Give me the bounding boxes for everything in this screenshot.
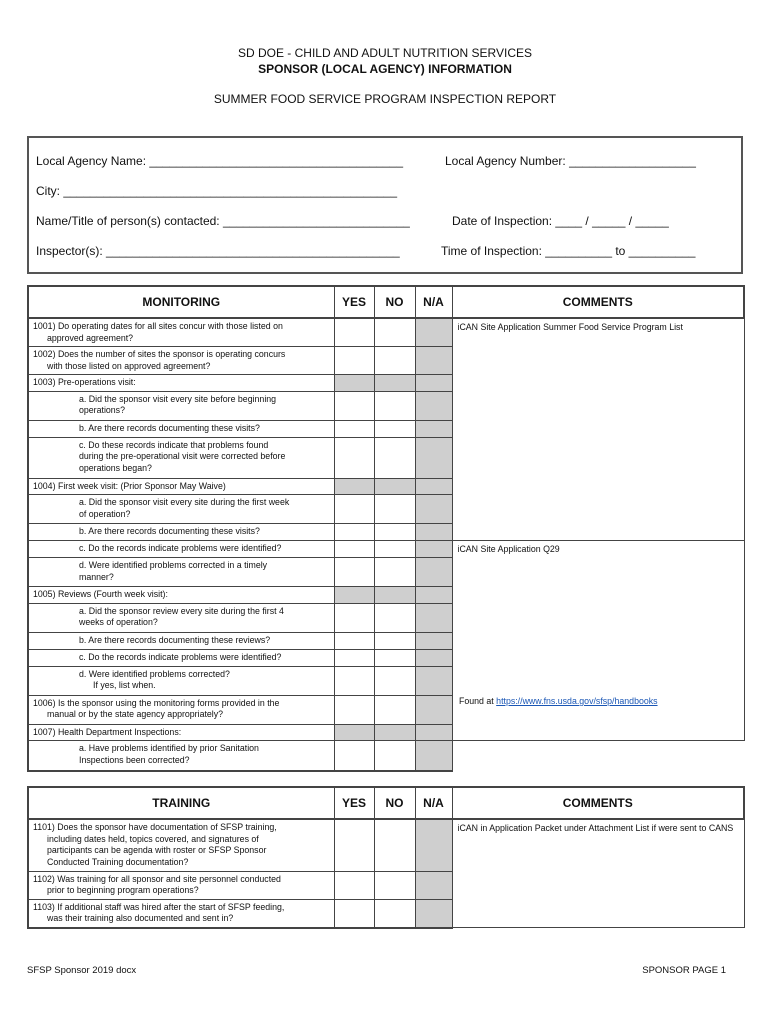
handbook-comment: Found at https://www.fns.usda.gov/sfsp/handbooks [459, 696, 658, 706]
na-cell [415, 524, 452, 541]
inspection-date-field[interactable]: Date of Inspection: ____ / _____ / _____ [452, 214, 669, 228]
na-cell [415, 437, 452, 478]
no-cell[interactable] [374, 437, 415, 478]
no-cell [374, 587, 415, 604]
no-cell[interactable] [374, 495, 415, 524]
yes-cell[interactable] [334, 741, 374, 771]
no-cell[interactable] [374, 871, 415, 899]
yes-cell[interactable] [334, 632, 374, 649]
agency-number-field[interactable]: Local Agency Number: ___________________ [445, 154, 696, 168]
question-1002: 1002) Does the number of sites the sponsor is operating concurs with those listed on approved agreement? [28, 347, 334, 375]
question-1001: 1001) Do operating dates for all sites concur with those listed on approved agreement? [28, 318, 334, 347]
na-header: N/A [415, 787, 452, 819]
yes-header: YES [334, 286, 374, 318]
yes-cell[interactable] [334, 541, 374, 558]
yes-cell[interactable] [334, 420, 374, 437]
question-1101: 1101) Does the sponsor have documentation of SFSP training, including dates held, topics covered, and signatures of participants can be agenda with roster or SFSP Sponsor Conducted Training documentation? [28, 819, 334, 871]
training-header: TRAINING [28, 787, 334, 819]
yes-cell [334, 478, 374, 495]
question-1005d: d. Were identified problems corrected? If yes, list when. [28, 666, 334, 695]
question-1004d: d. Were identified problems corrected in a timely manner? [28, 558, 334, 587]
na-cell [415, 632, 452, 649]
contact-field[interactable]: Name/Title of person(s) contacted: ____________________________ [36, 214, 410, 228]
question-1005a: a. Did the sponsor review every site during the first 4 weeks of operation? [28, 603, 334, 632]
inspectors-field[interactable]: Inspector(s): ____________________________________________ [36, 244, 400, 258]
question-1005: 1005) Reviews (Fourth week visit): [28, 587, 334, 604]
comment-cell[interactable]: iCAN Site Application Summer Food Service Program List [452, 318, 744, 541]
no-cell[interactable] [374, 741, 415, 771]
yes-cell [334, 724, 374, 741]
yes-cell[interactable] [334, 495, 374, 524]
monitoring-header: MONITORING [28, 286, 334, 318]
na-cell [415, 666, 452, 695]
question-1003b: b. Are there records documenting these visits? [28, 420, 334, 437]
question-1004a: a. Did the sponsor visit every site during the first week of operation? [28, 495, 334, 524]
yes-cell[interactable] [334, 347, 374, 375]
question-1003c: c. Do these records indicate that problems found during the pre-operational visit were corrected before operations began? [28, 437, 334, 478]
yes-cell[interactable] [334, 899, 374, 928]
no-cell[interactable] [374, 318, 415, 347]
no-cell[interactable] [374, 420, 415, 437]
inspection-time-field[interactable]: Time of Inspection: __________ to __________ [441, 244, 696, 258]
na-cell [415, 391, 452, 420]
na-cell [415, 347, 452, 375]
question-1103: 1103) If additional staff was hired after the start of SFSP feeding, was their training also documented and sent in? [28, 899, 334, 928]
no-cell[interactable] [374, 558, 415, 587]
yes-cell[interactable] [334, 524, 374, 541]
question-1005b: b. Are there records documenting these reviews? [28, 632, 334, 649]
question-1007a: a. Have problems identified by prior Sanitation Inspections been corrected? [28, 741, 334, 771]
na-cell [415, 420, 452, 437]
na-cell [415, 318, 452, 347]
comment-cell[interactable]: iCAN in Application Packet under Attachment List if were sent to CANS [452, 819, 744, 928]
yes-cell[interactable] [334, 649, 374, 666]
question-1004c: c. Do the records indicate problems were identified? [28, 541, 334, 558]
yes-cell[interactable] [334, 318, 374, 347]
handbook-link[interactable]: https://www.fns.usda.gov/sfsp/handbooks [496, 696, 658, 706]
no-cell[interactable] [374, 666, 415, 695]
no-cell[interactable] [374, 695, 415, 724]
question-1006: 1006) Is the sponsor using the monitoring forms provided in the manual or by the state agency appropriately? [28, 695, 334, 724]
city-field[interactable]: City: __________________________________________________ [36, 184, 398, 198]
report-title: SUMMER FOOD SERVICE PROGRAM INSPECTION REPORT [213, 92, 557, 106]
no-cell[interactable] [374, 524, 415, 541]
no-cell [374, 478, 415, 495]
no-cell[interactable] [374, 819, 415, 871]
question-1003: 1003) Pre-operations visit: [28, 375, 334, 392]
question-1004b: b. Are there records documenting these visits? [28, 524, 334, 541]
question-1005c: c. Do the records indicate problems were identified? [28, 649, 334, 666]
comments-header: COMMENTS [452, 787, 744, 819]
no-header: NO [374, 787, 415, 819]
na-cell [415, 541, 452, 558]
training-table [27, 786, 745, 929]
question-1003a: a. Did the sponsor visit every site before beginning operations? [28, 391, 334, 420]
footer-doc-name: SFSP Sponsor 2019 docx [27, 965, 137, 976]
no-cell[interactable] [374, 603, 415, 632]
yes-cell[interactable] [334, 666, 374, 695]
yes-header: YES [334, 787, 374, 819]
yes-cell [334, 587, 374, 604]
yes-cell[interactable] [334, 603, 374, 632]
na-cell [415, 819, 452, 871]
na-cell [415, 375, 452, 392]
no-cell [374, 375, 415, 392]
yes-cell[interactable] [334, 437, 374, 478]
na-cell [415, 724, 452, 741]
na-cell [415, 649, 452, 666]
no-cell[interactable] [374, 649, 415, 666]
sponsor-info-box [27, 136, 743, 274]
yes-cell[interactable] [334, 819, 374, 871]
yes-cell[interactable] [334, 391, 374, 420]
na-header: N/A [415, 286, 452, 318]
no-cell [374, 724, 415, 741]
no-header: NO [374, 286, 415, 318]
na-cell [415, 587, 452, 604]
footer-page-number: SPONSOR PAGE 1 [642, 965, 726, 976]
na-cell [415, 495, 452, 524]
na-cell [415, 871, 452, 899]
question-1007: 1007) Health Department Inspections: [28, 724, 334, 741]
na-cell [415, 899, 452, 928]
no-cell[interactable] [374, 391, 415, 420]
form-title: SPONSOR (LOCAL AGENCY) INFORMATION [258, 62, 512, 76]
agency-name-field[interactable]: Local Agency Name: ______________________________________ [36, 154, 404, 168]
yes-cell[interactable] [334, 558, 374, 587]
yes-cell [334, 375, 374, 392]
na-cell [415, 741, 452, 771]
na-cell [415, 603, 452, 632]
agency-title: SD DOE - CHILD AND ADULT NUTRITION SERVICES [237, 46, 533, 60]
question-1102: 1102) Was training for all sponsor and site personnel conducted prior to beginning program operations? [28, 871, 334, 899]
no-cell[interactable] [374, 632, 415, 649]
no-cell[interactable] [374, 347, 415, 375]
question-1004: 1004) First week visit: (Prior Sponsor May Waive) [28, 478, 334, 495]
yes-cell[interactable] [334, 871, 374, 899]
comment-cell[interactable]: iCAN Site Application Q29 [452, 541, 744, 741]
yes-cell[interactable] [334, 695, 374, 724]
na-cell [415, 558, 452, 587]
no-cell[interactable] [374, 541, 415, 558]
na-cell [415, 478, 452, 495]
na-cell [415, 695, 452, 724]
no-cell[interactable] [374, 899, 415, 928]
comments-header: COMMENTS [452, 286, 744, 318]
